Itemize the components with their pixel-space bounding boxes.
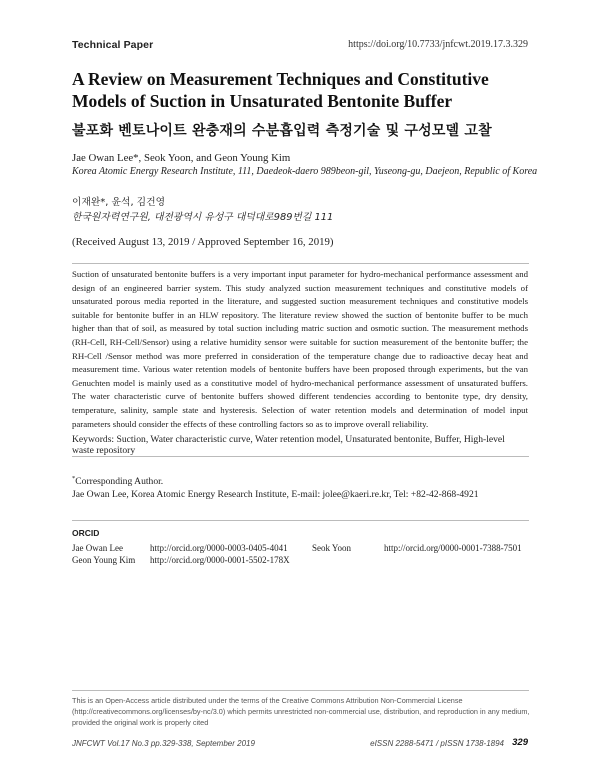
paper-title-english: A Review on Measurement Techniques and Constitutive Models of Suction in Unsaturated Bentonite Buffer xyxy=(72,69,489,111)
corresponding-author-details: Jae Owan Lee, Korea Atomic Energy Research Institute, E-mail: jolee@kaeri.re.kr, Tel: +82-42-868-4921 xyxy=(72,488,479,500)
corresponding-label-text: Corresponding Author. xyxy=(75,476,164,488)
page-number: 329 xyxy=(512,737,528,748)
corresponding-marker: * xyxy=(72,475,76,482)
footer-divider xyxy=(72,690,529,691)
affiliation-english: Korea Atomic Energy Research Institute, 111, Daedeok-daero 989beon-gil, Yuseong-gu, Daejeon, Republic of Korea xyxy=(72,166,538,177)
orcid-heading: ORCID xyxy=(72,528,100,538)
orcid-url[interactable]: http://orcid.org/0000-0001-5502-178X xyxy=(150,555,290,565)
doi-link[interactable]: https://doi.org/10.7733/jnfcwt.2019.17.3.329 xyxy=(348,39,528,50)
paper-type-label: Technical Paper xyxy=(72,39,154,51)
author-list-korean: 이재완*, 윤석, 김건영 xyxy=(72,197,166,208)
abstract-text: Suction of unsaturated bentonite buffers is a very important input parameter for hydro-mechanical performance assessment and design of an engineered barrier system. This study analyzed suction measurement techniques and constitutive models of unsaturated porous media reported in the literature, and suggested suction measurement techniques and constitutive models suitable for bentonite buffer in an HLW repository. The literature review showed the suction of bentonite buffer to be much higher than that of soil, as measured by total suction including matric suction and osmotic suction. The measurement methods (RH-Cell, RH-Cell/Sensor) using a relative humidity sensor were suitable for suction measurement of the bentonite buffer; the RH-Cell /Sensor method was more preferred in consideration of the temperature change due to radioactive decay heat and measurement time. Various water retention models of bentonite buffers have been proposed through experiments, but the van Genuchten model is mainly used as a constitutive model of hydro-mechanical performance assessment of unsaturated buffers. The water characteristic curve of bentonite buffers showed different tendencies according to bentonite type, dry density, temperature, salinity, sample state and hysteresis. Selection of water retention models and determination of model input parameters should consider the effects of these controlling factors so as to improve overall reliability. xyxy=(72,269,528,429)
corresponding-author-label xyxy=(72,473,479,489)
journal-citation: JNFCWT Vol.17 No.3 pp.329-338, September 2019 xyxy=(72,739,255,748)
issn-info: eISSN 2288-5471 / pISSN 1738-1894 xyxy=(370,739,504,748)
orcid-divider xyxy=(72,520,529,521)
corresponding-author-block xyxy=(72,473,479,501)
keywords: Keywords: Suction, Water characteristic curve, Water retention model, Unsaturated bentonite, Buffer, High-level waste repository xyxy=(72,434,505,456)
paper-title-korean: 불포화 벤토나이트 완충재의 수분흡입력 측정기술 및 구성모델 고찰 xyxy=(72,123,492,139)
orcid-name: Geon Young Kim xyxy=(72,555,136,565)
orcid-name: Jae Owan Lee xyxy=(72,543,123,553)
orcid-url[interactable]: http://orcid.org/0000-0003-0405-4041 xyxy=(150,543,288,553)
orcid-name: Seok Yoon xyxy=(312,543,352,553)
affiliation-korean: 한국원자력연구원, 대전광역시 유성구 대덕대로989번길 111 xyxy=(72,212,334,223)
received-dates: (Received August 13, 2019 / Approved September 16, 2019) xyxy=(72,236,334,248)
license-notice: This is an Open-Access article distributed under the terms of the Creative Commons Attribution Non-Commercial License (http://creativecommons.org/licenses/by-nc/3.0) which permits unrestricted non-commercial use, distribution, and reproduction in any medium, provided the original work is properly cited xyxy=(72,696,530,727)
orcid-url[interactable]: http://orcid.org/0000-0001-7388-7501 xyxy=(384,543,522,553)
author-list-english: Jae Owan Lee*, Seok Yoon, and Geon Young Kim xyxy=(72,152,291,164)
